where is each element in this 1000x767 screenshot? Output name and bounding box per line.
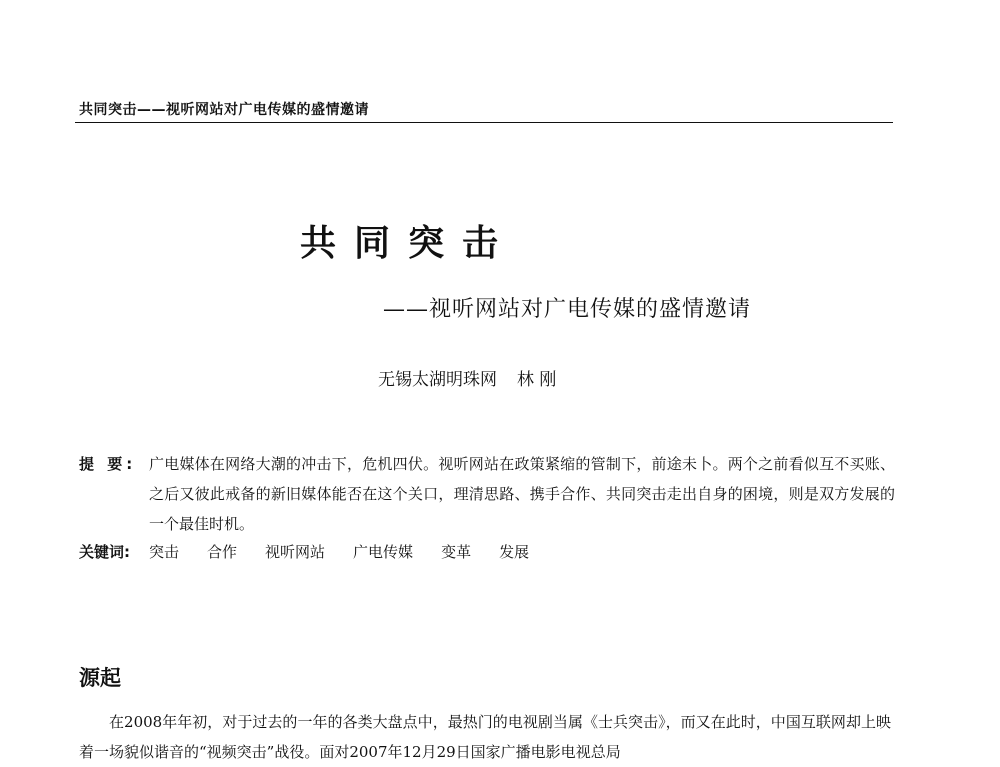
keyword: 广电传媒 bbox=[353, 543, 414, 561]
keyword: 发展 bbox=[499, 543, 530, 561]
author-line bbox=[378, 365, 556, 390]
body-paragraph: 在2008年年初，对于过去的一年的各类大盘点中，最热门的电视剧当属《士兵突击》，而又在此时，中国互联网却上映着一场貌似谐音的“视频突击”战役。面对2007年12月29日国家广播电影电视总局 bbox=[79, 713, 891, 761]
keyword: 变革 bbox=[441, 543, 472, 561]
article-subtitle: ——视听网站对广电传媒的盛情邀请 bbox=[383, 297, 752, 322]
keyword: 合作 bbox=[207, 543, 238, 561]
article-title: 共同突击 bbox=[300, 222, 517, 264]
author-name: 林 刚 bbox=[517, 370, 557, 390]
keyword: 突击 bbox=[149, 543, 180, 561]
keywords-list bbox=[149, 537, 529, 567]
abstract-text: 广电媒体在网络大潮的冲击下，危机四伏。视听网站在政策紧缩的管制下，前途未卜。两个之前看似互不买账、之后又彼此戒备的新旧媒体能否在这个关口，理清思路、携手合作、共同突击走出自身的困境，则是双方发展的一个最佳时机。 bbox=[149, 455, 895, 533]
keywords-label: 关键词: bbox=[79, 543, 130, 561]
author-affiliation: 无锡太湖明珠网 bbox=[378, 370, 497, 390]
header-rule bbox=[75, 122, 893, 123]
abstract-block bbox=[79, 449, 895, 567]
abstract bbox=[79, 449, 895, 539]
keywords bbox=[79, 537, 895, 567]
keyword: 视听网站 bbox=[265, 543, 326, 561]
running-header: 共同突击——视听网站对广电传媒的盛情邀请 bbox=[79, 102, 369, 118]
section-heading: 源起 bbox=[79, 666, 121, 690]
abstract-label: 提 要: bbox=[79, 455, 137, 473]
